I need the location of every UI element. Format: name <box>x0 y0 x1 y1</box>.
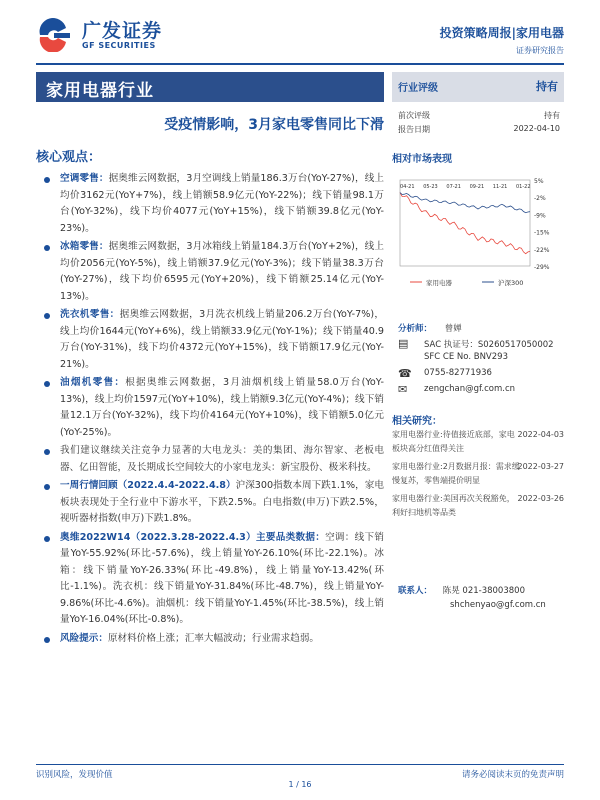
bullet-dot-icon <box>44 536 50 542</box>
phone-icon: ☎ <box>398 367 412 380</box>
bullet-head: 一周行情回顾（2022.4.4-2022.4.8） <box>60 480 236 491</box>
contact-email[interactable]: shchenyao@gf.com.cn <box>450 600 546 610</box>
footer-disclaimer[interactable]: 请务必阅读末页的免责声明 <box>461 770 564 780</box>
bullet-head: 洗衣机零售： <box>60 309 120 320</box>
header-divider <box>36 63 564 65</box>
research-title: 相关研究： <box>392 416 442 427</box>
doc-subtype: 证券研究报告 <box>516 46 564 55</box>
bullet-text: 据奥维云网数据，3月洗衣机线上销量206.2万台(YoY-7%)，线上均价1644元(YoY+6%)，线上销额33.9亿元(YoY-1%)；线下销量40.9万台(YoY-31%)，线下均价4372元(YoY+15%)，线下销额17.9亿元(YoY-21%)。 <box>60 309 385 370</box>
research-date: 2022-03-26 <box>517 494 564 503</box>
prev-rating-label: 前次评级 <box>398 111 430 120</box>
logo-en: GF SECURITIES <box>82 40 156 50</box>
contact-email-row <box>398 600 564 610</box>
core-bullet <box>36 239 384 305</box>
series-line <box>400 193 530 213</box>
prev-rating-row <box>398 110 562 121</box>
analyst-label: 分析师： <box>398 324 433 334</box>
market-performance-title: 相对市场表现 <box>392 154 452 165</box>
bullet-head: 油烟机零售： <box>60 377 126 388</box>
core-bullet <box>36 375 384 441</box>
core-bullet <box>36 478 384 528</box>
bullet-text: 沪深300指数本周下跌1.1%，家电板块表现处于全行业中下游水平，下跌2.5%。白电指数(申万)下跌2.5%，视听器材指数(申万)下跌1.8%。 <box>60 480 384 524</box>
bullet-text: 据奥维云网数据，3月空调线上销量186.3万台(YoY-27%)，线上均价3162元(YoY+7%)，线上销额58.9亿元(YoY-22%)；线下销量98.1万台(YoY-32%)，线下均价4077元(YoY+15%)，线下销额39.8亿元(YoY-23%)。 <box>60 173 385 234</box>
research-text: 家用电器行业:2月数据月报：需求缓慢复苏，零售端提价明显 <box>392 462 520 485</box>
legend-label: 沪深300 <box>498 279 524 287</box>
research-text: 家用电器行业:美国再次关税豁免，利好扫地机等品类 <box>392 494 515 517</box>
research-item[interactable] <box>392 492 564 520</box>
bullet-text: 据奥维云网数据，3月冰箱线上销量184.3万台(YoY+2%)，线上均价2056元(YoY-5%)，线上销额37.9亿元(YoY-3%)；线下销量38.3万台(YoY-27%)，线下均价6595元(YoY+20%)，线下销额25.14亿元(YoY-13%)。 <box>60 241 384 302</box>
company-logo <box>36 18 162 52</box>
x-tick-label: 05-23 <box>423 184 438 190</box>
report-title: 受疫情影响，3月家电零售同比下滑 <box>164 117 384 133</box>
chart-frame <box>400 180 530 266</box>
core-bullet <box>36 171 384 237</box>
market-chart <box>392 170 564 300</box>
analyst-sac-row <box>398 338 564 350</box>
bullet-head: 空调零售： <box>60 173 109 184</box>
bullet-dot-icon <box>44 381 50 387</box>
analyst-email[interactable]: zengchan@gf.com.cn <box>424 384 516 394</box>
core-views <box>36 146 384 649</box>
rating-value: 持有 <box>536 80 558 93</box>
series-line <box>400 193 530 254</box>
analyst-sac: SAC 执证号：S0260517050002 <box>424 340 554 350</box>
y-tick-label: -22% <box>534 246 550 254</box>
analyst-sfc-row <box>398 352 564 362</box>
industry-banner: 家用电器行业 <box>36 72 384 102</box>
analyst-name: 曾婵 <box>444 324 462 334</box>
bullet-dot-icon <box>44 245 50 251</box>
x-tick-label: 09-21 <box>469 184 485 190</box>
y-tick-label: 5% <box>534 178 544 185</box>
contact-row <box>398 584 564 596</box>
core-title: 核心观点： <box>36 150 102 165</box>
footer-divider <box>36 764 564 765</box>
email-icon: ✉ <box>398 383 408 396</box>
bullet-text: 空调：线下销量YoY-55.92%(环比-57.6%)，线上销量YoY-26.10%(环比-22.1%)。冰箱：线下销量YoY-26.33%(环比-49.8%)，线上销量YoY-13.42%(环比-1.1%)。洗衣机：线下销量YoY-31.84%(环比-48.7%)，线上销量YoY-9.86%(环比-4.6%)。油烟机：线下销量YoY-1.45%(环比-38.5%)，线上销量YoY-16.04%(环比-0.8%)。 <box>60 531 384 625</box>
bullet-dot-icon <box>44 637 50 643</box>
chart-svg <box>392 170 564 300</box>
bullet-dot-icon <box>44 177 50 183</box>
core-bullet <box>36 530 384 629</box>
research-item[interactable] <box>392 460 564 488</box>
y-tick-label: -29% <box>534 264 550 271</box>
report-header <box>0 0 600 66</box>
bullet-dot-icon <box>44 449 50 455</box>
bullet-head: 奥维2022W14（2022.3.28-2022.4.3）主要品类数据： <box>60 531 326 543</box>
analyst-phone-row <box>398 368 564 378</box>
research-text: 家用电器行业:待值接近底部，家电板块高分红值得关注 <box>392 430 515 453</box>
bullet-text: 根据奥维云网数据，3月油烟机线上销量58.0万台(YoY-13%)，线上均价1597元(YoY+10%)，线上销额9.3亿元(YoY-4%)；线下销量12.1万台(YoY-32%)，线下均价4164元(YoY+10%)，线下销额5.0亿元(YoY-25%)。 <box>60 377 384 438</box>
bullet-text: 原材料价格上涨；汇率大幅波动；行业需求趋弱。 <box>107 632 320 644</box>
bullet-head: 冰箱零售： <box>60 241 109 252</box>
report-date-row <box>398 124 562 135</box>
rating-label: 行业评级 <box>398 83 438 94</box>
bullet-head: 风险提示： <box>60 632 108 644</box>
x-tick-label: 04-21 <box>400 184 415 190</box>
analyst-phone: 0755-82771936 <box>424 368 492 378</box>
doc-type: 投资策略周报|家用电器 <box>439 26 564 40</box>
research-date: 2022-04-03 <box>517 430 564 439</box>
bullet-dot-icon <box>44 484 50 490</box>
y-tick-label: -15% <box>534 229 550 237</box>
core-bullet <box>36 307 384 373</box>
research-item[interactable] <box>392 428 564 456</box>
prev-rating-value: 持有 <box>544 111 560 120</box>
analyst-email-row <box>398 384 564 394</box>
logo-cn: 广发证券 <box>82 19 163 42</box>
contact-name: 陈晃 021-38003800 <box>442 586 525 596</box>
analyst-name-row <box>398 322 564 334</box>
x-tick-label: 07-21 <box>446 184 461 190</box>
bullet-text: 我们建议继续关注竞争力显著的大电龙头：美的集团、海尔智家、老板电器、亿田智能，及长期成长空间较大的小家电龙头：新宝股份、极米科技。 <box>60 445 384 473</box>
x-tick-label: 11-21 <box>492 184 508 190</box>
report-date-label: 报告日期 <box>398 125 430 134</box>
report-date-value: 2022-04-10 <box>513 124 560 133</box>
bullet-dot-icon <box>44 313 50 319</box>
y-tick-label: -9% <box>534 212 546 220</box>
page-number: 1 / 16 <box>288 780 312 789</box>
research-list <box>392 428 564 524</box>
contact-label: 联系人： <box>398 586 433 596</box>
analyst-sfc: SFC CE No. BNV293 <box>424 352 508 362</box>
id-card-icon: ▤ <box>398 337 409 350</box>
research-date: 2022-03-27 <box>517 462 564 471</box>
x-tick-label: 01-22 <box>516 184 531 190</box>
legend-label: 家用电器 <box>426 279 452 287</box>
y-tick-label: -2% <box>534 195 546 203</box>
core-bullet <box>36 443 384 476</box>
core-bullet <box>36 631 384 648</box>
rating-box <box>392 72 564 102</box>
footer-slogan: 识别风险，发现价值 <box>36 770 113 780</box>
gf-logo-icon <box>36 18 76 52</box>
